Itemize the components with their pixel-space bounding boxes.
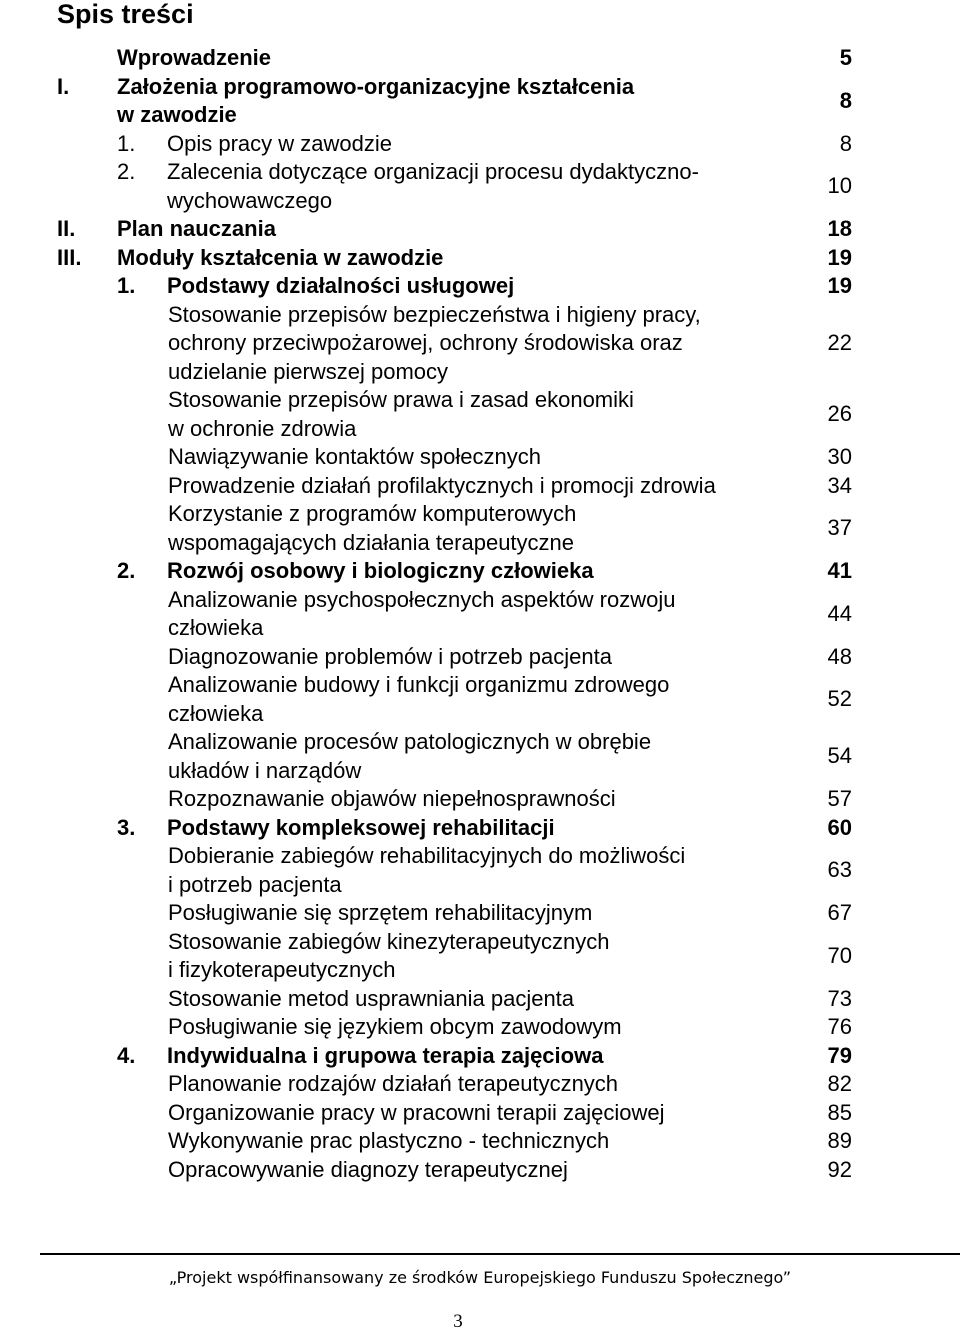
toc-entry-title: Analizowanie procesów patologicznych w obrębie układów i narządów: [168, 729, 652, 783]
toc-entry-title: Analizowanie budowy i funkcji organizmu zdrowego człowieka: [168, 672, 670, 726]
toc-entry-title: Moduły kształcenia w zawodzie: [117, 244, 444, 270]
toc-entry-page: 5: [839, 45, 852, 70]
toc-entry-page: 41: [827, 558, 852, 583]
toc-entry: [0, 1013, 960, 1042]
toc-entry: [0, 44, 960, 73]
toc-entry-title: Analizowanie psychospołecznych aspektów rozwoju człowieka: [168, 586, 676, 640]
toc-entry: [0, 386, 960, 443]
toc-entry-page: 63: [827, 857, 852, 883]
toc-entry: [0, 73, 960, 130]
toc-entry-page: 82: [827, 1071, 852, 1096]
toc-entry: [0, 814, 960, 843]
toc-entry-number: 1.: [117, 273, 136, 298]
toc-entry-title: Rozpoznawanie objawów niepełnosprawności: [168, 786, 616, 811]
toc-entry: [0, 1127, 960, 1156]
toc-entry-title: Posługiwanie się sprzętem rehabilitacyjnym: [168, 900, 593, 925]
toc-entry-title: Stosowanie zabiegów kinezyterapeutycznych i fizykoterapeutycznych: [168, 928, 610, 982]
toc-entry-title: Stosowanie metod usprawniania pacjenta: [168, 985, 575, 1011]
page-number: 3: [453, 1311, 463, 1332]
toc-entry-number: III.: [57, 244, 82, 270]
toc-entry: [0, 215, 960, 244]
toc-entry: [0, 130, 960, 159]
toc-entry: [0, 785, 960, 814]
toc-entry: [0, 586, 960, 643]
toc-entry: [0, 842, 960, 899]
toc-entry-title: Diagnozowanie problemów i potrzeb pacjenta: [168, 643, 612, 669]
toc-entry-number: 2.: [117, 159, 136, 184]
toc-entry: [0, 472, 960, 501]
toc-entry-page: 67: [827, 900, 852, 925]
toc-entry-page: 44: [827, 600, 852, 626]
toc-entry-page: 89: [827, 1128, 852, 1153]
toc-entry: [0, 158, 960, 215]
toc-entry-title: Organizowanie pracy w pracowni terapii zajęciowej: [168, 1099, 665, 1125]
toc-entry: [0, 899, 960, 928]
toc-entry-page: 8: [839, 130, 852, 156]
toc-entry-page: 70: [827, 942, 852, 968]
toc-entry-page: 22: [827, 330, 852, 355]
toc-entry-title: Plan nauczania: [117, 216, 276, 241]
toc-entry-title: Prowadzenie działań profilaktycznych i promocji zdrowia: [168, 472, 716, 498]
toc-entry-title: Planowanie rodzajów działań terapeutycznych: [168, 1071, 619, 1096]
toc-entry: [0, 1099, 960, 1128]
toc-entry: [0, 1156, 960, 1185]
toc-entry-page: 85: [827, 1099, 852, 1125]
toc-entry-page: 26: [827, 401, 852, 427]
toc-entry: [0, 301, 960, 387]
toc-entry-title: Korzystanie z programów komputerowych wspomagających działania terapeutyczne: [168, 501, 577, 555]
toc-entry-page: 19: [827, 244, 852, 270]
toc-entry-title: Stosowanie przepisów bezpieczeństwa i higieny pracy, ochrony przeciwpożarowej, ochrony środowiska oraz udzielanie pierwszej pomocy: [168, 301, 701, 384]
toc-entry-page: 60: [827, 814, 852, 840]
toc-entry-title: Stosowanie przepisów prawa i zasad ekonomiki w ochronie zdrowia: [168, 387, 634, 441]
toc-entry-page: 48: [827, 643, 852, 669]
toc-entry-page: 18: [827, 216, 852, 241]
toc-entry-page: 73: [827, 985, 852, 1011]
toc-entry-title: Indywidualna i grupowa terapia zajęciowa: [167, 1042, 604, 1068]
toc-entry-title: Dobieranie zabiegów rehabilitacyjnych do możliwości i potrzeb pacjenta: [168, 843, 686, 897]
toc-entry: [0, 500, 960, 557]
toc-entry-page: 79: [827, 1042, 852, 1068]
footer-divider: [40, 1253, 960, 1255]
toc-entry: [0, 643, 960, 672]
toc-entry-title: Podstawy działalności usługowej: [167, 273, 515, 298]
toc-entry-title: Opis pracy w zawodzie: [167, 130, 392, 156]
toc-entry-title: Zalecenia dotyczące organizacji procesu dydaktyczno- wychowawczego: [167, 159, 699, 213]
toc-entry-title: Podstawy kompleksowej rehabilitacji: [167, 814, 555, 840]
toc-entry: [0, 272, 960, 301]
toc-entry: [0, 985, 960, 1014]
toc-entry-page: 76: [827, 1014, 852, 1039]
toc-entry-page: 19: [827, 273, 852, 298]
toc-entry-number: 3.: [117, 814, 136, 840]
toc-entry-page: 52: [827, 686, 852, 712]
toc-entry-title: Posługiwanie się językiem obcym zawodowym: [168, 1014, 622, 1039]
toc-entry-page: 30: [827, 444, 852, 469]
toc-entry-title: Wykonywanie prac plastyczno - technicznych: [168, 1128, 610, 1153]
toc-entry-page: 34: [827, 472, 852, 498]
page-title: Spis treści: [57, 0, 194, 29]
toc-entry: [0, 443, 960, 472]
toc-entry: [0, 1070, 960, 1099]
toc-entry-number: 1.: [117, 130, 136, 156]
toc-entry-title: Opracowywanie diagnozy terapeutycznej: [168, 1156, 568, 1182]
toc-entry-page: 10: [827, 173, 852, 199]
toc-entry-number: 2.: [117, 558, 136, 583]
toc-entry-number: II.: [57, 216, 76, 241]
toc-entry-title: Założenia programowo-organizacyjne kształcenia w zawodzie: [117, 73, 635, 127]
toc-entry: [0, 244, 960, 273]
toc-entry-page: 92: [827, 1156, 852, 1182]
toc-entry: [0, 928, 960, 985]
toc-entry-title: Rozwój osobowy i biologiczny człowieka: [167, 558, 594, 583]
toc-entry: [0, 671, 960, 728]
toc-entry: [0, 728, 960, 785]
toc-entry-page: 8: [839, 87, 852, 113]
toc-entry-title: Nawiązywanie kontaktów społecznych: [168, 444, 541, 469]
toc-entry-number: I.: [57, 73, 70, 99]
toc-entry: [0, 1042, 960, 1071]
toc-entry-page: 57: [827, 786, 852, 811]
toc-entry-number: 4.: [117, 1042, 136, 1068]
toc-entry-title: Wprowadzenie: [117, 45, 272, 70]
footer-note: „Projekt współfinansowany ze środków Europejskiego Funduszu Społecznego”: [168, 1268, 792, 1287]
toc-entry-page: 37: [827, 515, 852, 541]
toc-entry-page: 54: [827, 743, 852, 769]
toc-entry: [0, 557, 960, 586]
